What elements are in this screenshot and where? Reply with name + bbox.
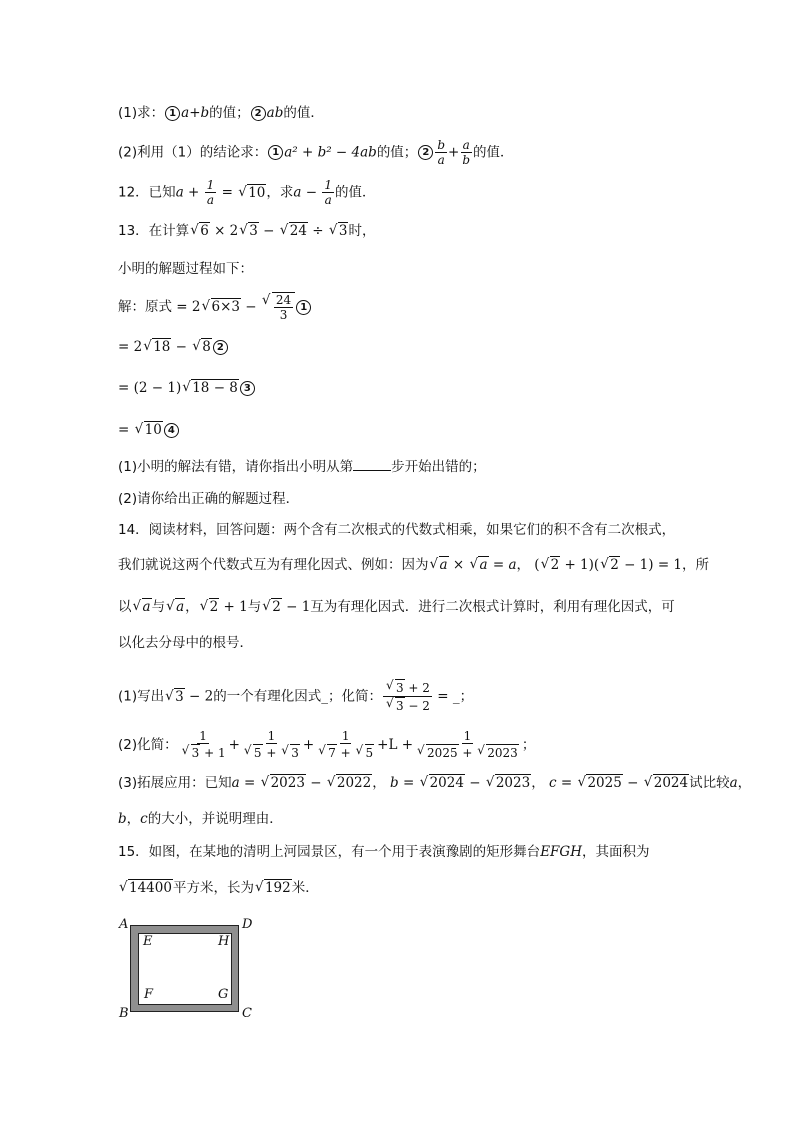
- circled-1-icon: 1: [268, 145, 283, 160]
- answer-blank: [353, 458, 391, 471]
- q14-line1: 14．阅读材料，回答问题：两个含有二次根式的代数式相乘，如果它们的积不含有二次根式，: [118, 522, 676, 538]
- q14-line2: 我们就说这两个代数式互为有理化因式、例如：因为√ a × √ a = a， (√ 2 + 1)(√ 2 − 1) = 1，所: [118, 556, 709, 574]
- fraction-a-over-b: $\frac{a}{b}$: [462, 138, 470, 167]
- q14-sub1: (1)写出√ 3 − 2的一个有理化因式_；化简： √ 3 + 2 √ 3 − 2 = _；: [118, 679, 473, 714]
- q14-line4: 以化去分母中的根号．: [118, 635, 253, 651]
- circled-2-icon: 2: [251, 106, 266, 121]
- q14-sub3-cont: b，c的大小，并说明理由．: [118, 811, 283, 827]
- q13-step3: = (2 − 1)√ 18 − 8 3: [118, 379, 256, 397]
- q13-intro: 小明的解题过程如下：: [118, 261, 253, 277]
- q11-part2: (2)利用（1）的结论求： 1 a² + b² − 4ab的值； 2 $\frac{b}{a}$ + $\frac{a}{b}$ 的值．: [118, 138, 514, 167]
- q13-sub1: (1)小明的解法有错，请你指出小明从第 步开始出错的；: [118, 459, 486, 475]
- q12: 12．已知a + $\frac{1}{a}$ = √ 10，求a − $\frac{1}{a}$ 的值．: [118, 178, 376, 207]
- q13-step4: = √ 10 4: [118, 421, 180, 439]
- label-B: B: [119, 1006, 129, 1021]
- label-E: E: [143, 934, 153, 949]
- circled-3-icon: 3: [240, 381, 255, 396]
- circled-2-icon: 2: [213, 340, 228, 355]
- q15-line2: √ 14400平方米，长为√ 192米．: [118, 879, 319, 897]
- q11-part1: (1)求： 1 a+b的值； 2 ab的值．: [118, 105, 324, 121]
- q14-line3: 以√ a与√ a，√ 2 + 1与√ 2 − 1互为有理化因式．进行二次根式计算时，利用有理化因式，可: [118, 598, 675, 616]
- label-G: G: [218, 987, 229, 1002]
- label-H: H: [218, 934, 230, 949]
- circled-2-icon: 2: [418, 145, 433, 160]
- q13-step2: = 2√ 18 − √ 8 2: [118, 338, 229, 356]
- label-C: C: [242, 1006, 252, 1021]
- fraction-b-over-a: $\frac{b}{a}$: [437, 138, 445, 167]
- q13-step1: 解：原式 = 2√ 6×3 − √ $\frac{24}{3}$ 1: [118, 292, 312, 322]
- q15-line1: 15．如图，在某地的清明上河园景区，有一个用于表演豫剧的矩形舞台EFGH，其面积为: [118, 844, 650, 860]
- q13-title: 13．在计算√ 6 × 2√ 3 − √ 24 ÷ √ 3时，: [118, 222, 375, 240]
- circled-4-icon: 4: [164, 423, 179, 438]
- q13-sub2: (2)请你给出正确的解题过程．: [118, 491, 300, 507]
- label-F: F: [144, 987, 154, 1002]
- q14-sub3: (3)拓展应用：已知a = √ 2023 − √ 2022， b = √ 2024 − √ 2023， c = √ 2025 − √ 2024试比较a，: [118, 774, 751, 792]
- circled-1-icon: 1: [296, 300, 311, 315]
- q14-sub2: (2)化简： 1 √ 3 + 1 + 1 √ 5 + √ 3 + 1 √ 7 + √ 5 +L + 1 √ 2025 + √ 2023 ；: [118, 729, 535, 761]
- label-D: D: [242, 917, 253, 932]
- label-A: A: [119, 917, 129, 932]
- circled-1-icon: 1: [165, 106, 180, 121]
